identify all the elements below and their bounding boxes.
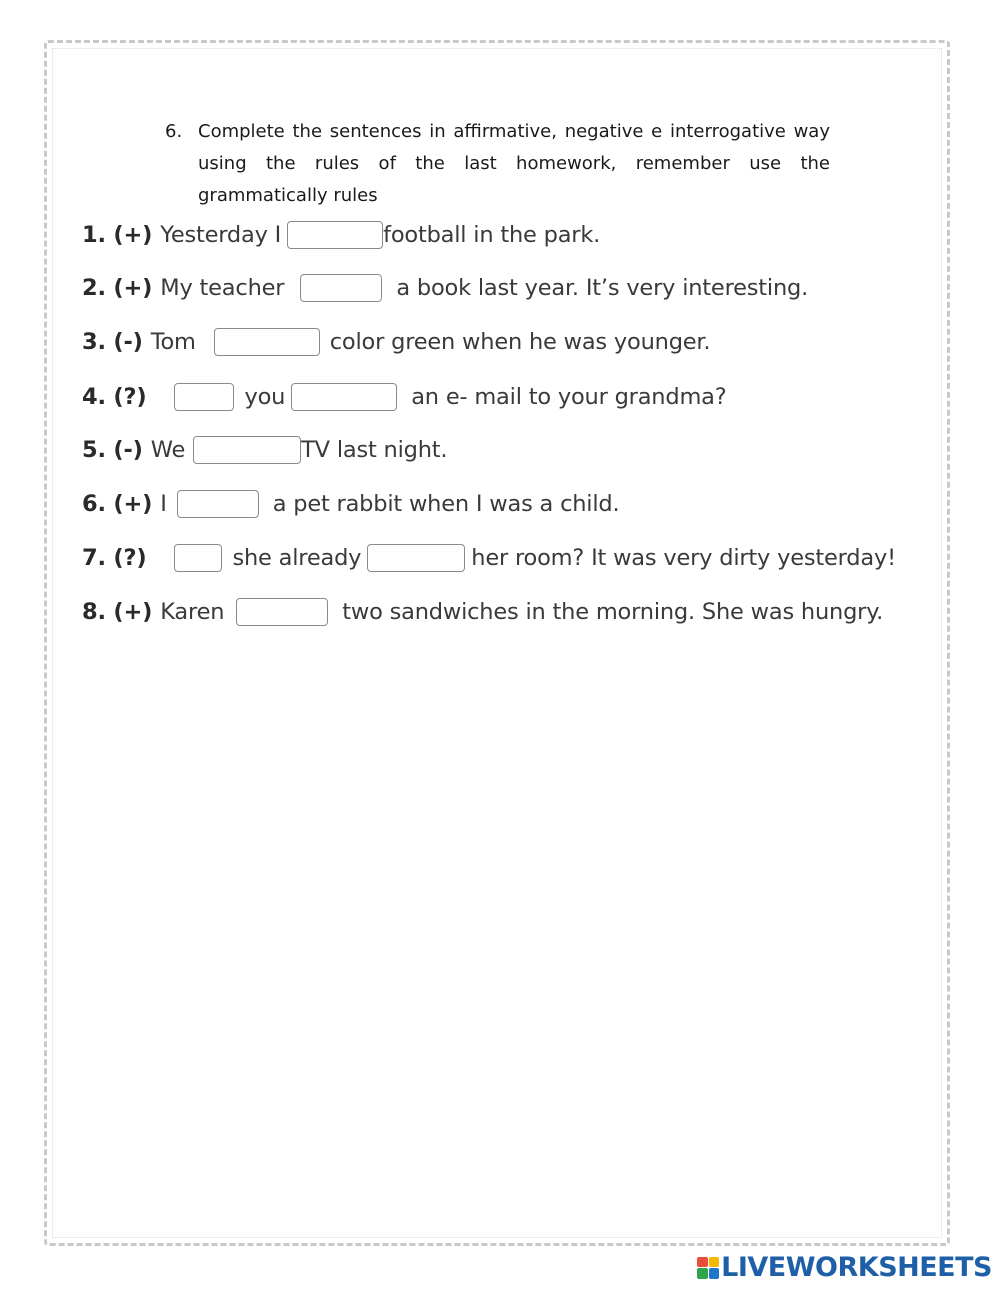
item-text: Tom xyxy=(150,329,196,355)
item-text: We xyxy=(150,437,186,463)
answer-blank-1[interactable] xyxy=(287,221,383,249)
item-label: 7. (?) xyxy=(82,545,147,571)
answer-blank-7a[interactable] xyxy=(174,544,222,572)
answer-blank-2[interactable] xyxy=(300,274,382,302)
item-text: you xyxy=(244,384,286,410)
logo-text: LIVEWORKSHEETS xyxy=(721,1252,992,1283)
item-text: Yesterday I xyxy=(160,222,282,248)
instruction-number: 6. xyxy=(165,121,183,142)
exercise-item-6 xyxy=(82,484,619,524)
item-text: she already xyxy=(232,545,362,571)
exercise-item-2 xyxy=(82,268,808,308)
item-text: My teacher xyxy=(160,275,285,301)
item-text: two sandwiches in the morning. She was hungry. xyxy=(342,599,884,625)
liveworksheets-logo xyxy=(697,1252,992,1283)
exercise-item-5 xyxy=(82,430,447,470)
item-text: Karen xyxy=(160,599,225,625)
item-label: 4. (?) xyxy=(82,384,147,410)
answer-blank-5[interactable] xyxy=(193,436,301,464)
exercise-item-1 xyxy=(82,215,600,255)
item-text: an e- mail to your grandma? xyxy=(411,384,727,410)
item-text: a pet rabbit when I was a child. xyxy=(272,491,620,517)
item-text: a book last year. It’s very interesting. xyxy=(396,275,809,301)
item-label: 5. (-) xyxy=(82,437,143,463)
answer-blank-7b[interactable] xyxy=(367,544,465,572)
exercise-item-7 xyxy=(82,538,896,578)
item-label: 6. (+) xyxy=(82,491,153,517)
exercise-item-3 xyxy=(82,322,710,362)
exercise-item-4 xyxy=(82,377,727,417)
answer-blank-4a[interactable] xyxy=(174,383,234,411)
item-text: color green when he was younger. xyxy=(329,329,711,355)
item-label: 8. (+) xyxy=(82,599,153,625)
item-text: her room? It was very dirty yesterday! xyxy=(471,545,896,571)
instruction-block xyxy=(165,116,830,212)
answer-blank-8[interactable] xyxy=(236,598,328,626)
item-label: 1. (+) xyxy=(82,222,153,248)
answer-blank-4b[interactable] xyxy=(291,383,397,411)
answer-blank-3[interactable] xyxy=(214,328,320,356)
exercise-item-8 xyxy=(82,592,883,632)
answer-blank-6[interactable] xyxy=(177,490,259,518)
item-label: 3. (-) xyxy=(82,329,143,355)
instruction-text: Complete the sentences in affirmative, negative e interrogative way using the rules of the last homework, remember use the grammatically rules xyxy=(198,121,830,206)
item-text: TV last night. xyxy=(301,437,448,463)
item-text: football in the park. xyxy=(383,222,601,248)
item-text: I xyxy=(160,491,167,517)
liveworksheets-logo-icon xyxy=(697,1257,719,1279)
item-label: 2. (+) xyxy=(82,275,153,301)
